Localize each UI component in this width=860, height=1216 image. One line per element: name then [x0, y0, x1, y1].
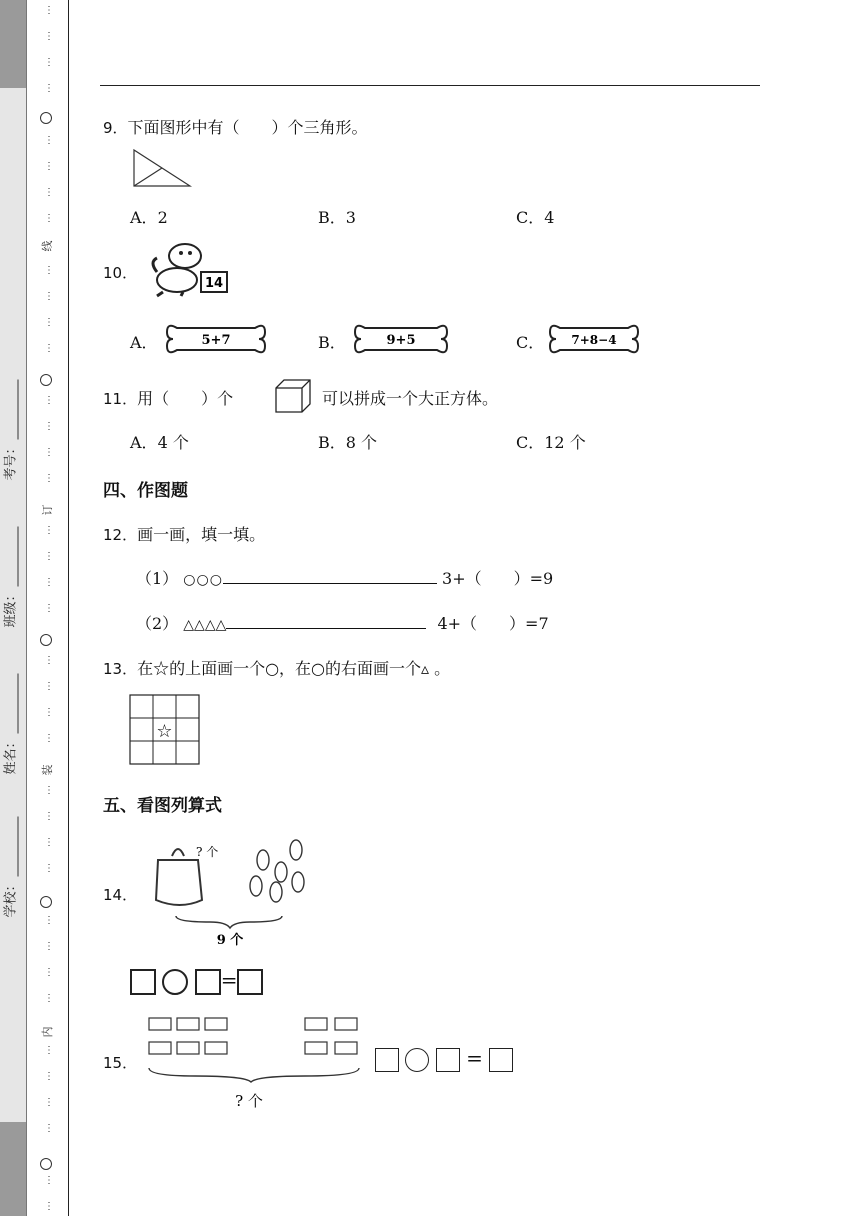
binding-dots: ⋮ [44, 655, 54, 666]
binding-char: 线 [41, 240, 54, 252]
sidebar-dark-top [0, 0, 26, 88]
question-14: 14． [103, 886, 138, 904]
q15-answer-template: = [375, 1046, 513, 1072]
bone-a-icon [163, 318, 269, 360]
binding-dots: ⋮ [44, 161, 54, 172]
binding-dots: ⋮ [44, 1045, 54, 1056]
question-11: 11．用（ ）个 [103, 389, 234, 408]
binding-char: 订 [41, 504, 54, 516]
exam-number-field[interactable]: 考号： [0, 335, 19, 481]
svg-text:7+8−4: 7+8−4 [571, 333, 617, 347]
dog-sign-number: 14 [204, 276, 224, 291]
total-label: 9 个 [216, 933, 244, 948]
binding-char: 装 [41, 764, 54, 776]
question-10: 10． [103, 264, 138, 282]
answer-box[interactable] [489, 1048, 513, 1072]
question-9: 9．下面图形中有（ ）个三角形。 [103, 118, 368, 137]
binding-dots: ⋮ [44, 265, 54, 276]
binding-dots: ⋮ [44, 733, 54, 744]
binding-dots: ⋮ [44, 473, 54, 484]
binding-dots: ⋮ [44, 213, 54, 224]
operator-circle[interactable] [162, 969, 188, 995]
bone-c-icon [546, 318, 642, 360]
q9-option-a[interactable]: A．2 [130, 208, 168, 227]
q10-option-a[interactable]: A． [130, 333, 158, 352]
binding-circle [40, 374, 52, 386]
question-11-tail: 可以拼成一个大正方体。 [322, 389, 499, 408]
svg-text:9+5: 9+5 [386, 333, 416, 348]
question-12: 12．画一画，填一填。 [103, 525, 266, 544]
q12-item-2: （2） △△△△ 4+（ ）=7 [136, 614, 549, 633]
binding-dots: ⋮ [44, 83, 54, 94]
binding-dots: ⋮ [44, 1175, 54, 1186]
q10-option-b[interactable]: B． [318, 333, 346, 352]
total-question-label: ? 个 [235, 1092, 263, 1110]
question-13: 13．在☆的上面画一个○，在○的右面画一个▵ 。 [103, 659, 451, 678]
q11-option-c[interactable]: C．12 个 [516, 433, 586, 452]
q10-option-c[interactable]: C． [516, 333, 545, 352]
binding-dots: ⋮ [44, 707, 54, 718]
binding-dots: ⋮ [44, 1071, 54, 1082]
section-5-heading: 五、看图列算式 [103, 796, 222, 816]
binding-dots: ⋮ [44, 317, 54, 328]
binding-dots: ⋮ [44, 941, 54, 952]
cube-icon [274, 378, 314, 414]
dog-holding-sign-icon [143, 238, 233, 300]
q9-option-b[interactable]: B．3 [318, 208, 356, 227]
carrot-icons [250, 840, 304, 902]
triangle-figure [132, 148, 194, 190]
binding-dots: ⋮ [44, 967, 54, 978]
sidebar-dark-bottom [0, 1122, 26, 1216]
binding-dots: ⋮ [44, 187, 54, 198]
binding-dots: ⋮ [44, 837, 54, 848]
binding-dots: ⋮ [44, 551, 54, 562]
binding-dots: ⋮ [44, 1123, 54, 1134]
name-field[interactable]: 姓名： [0, 629, 19, 775]
star-icon: ☆ [156, 721, 173, 742]
answer-box[interactable] [130, 969, 156, 995]
q11-option-a[interactable]: A．4 个 [130, 433, 189, 452]
q12-drawing-line-2[interactable] [226, 614, 426, 629]
books-picture [145, 1012, 367, 1112]
svg-text:5+7: 5+7 [201, 333, 231, 348]
binding-dots: ⋮ [44, 577, 54, 588]
binding-dots: ⋮ [44, 343, 54, 354]
answer-box[interactable] [195, 969, 221, 995]
binding-dots: ⋮ [44, 135, 54, 146]
school-field[interactable]: 学校： [0, 772, 19, 918]
class-field[interactable]: 班级： [0, 482, 19, 628]
q12-drawing-line-1[interactable] [223, 569, 437, 584]
binding-dots: ⋮ [44, 291, 54, 302]
binding-dots: ⋮ [44, 681, 54, 692]
binding-dots: ⋮ [44, 525, 54, 536]
binding-dots: ⋮ [44, 603, 54, 614]
binding-dots: ⋮ [44, 57, 54, 68]
bone-b-icon [351, 318, 451, 360]
binding-circle [40, 634, 52, 646]
binding-dots: ⋮ [44, 447, 54, 458]
operator-circle[interactable] [405, 1048, 429, 1072]
grid-3x3[interactable] [129, 694, 201, 766]
q14-answer-template: = [130, 968, 263, 995]
sidebar-border [26, 0, 27, 1216]
binding-circle [40, 896, 52, 908]
binding-dots: ⋮ [44, 811, 54, 822]
binding-dots: ⋮ [44, 993, 54, 1004]
answer-box[interactable] [436, 1048, 460, 1072]
header-rule [100, 85, 760, 86]
binding-dots: ⋮ [44, 1097, 54, 1108]
binding-dots: ⋮ [44, 421, 54, 432]
bag-question-label: ? 个 [196, 845, 219, 859]
binding-circle [40, 112, 52, 124]
binding-dots: ⋮ [44, 5, 54, 16]
binding-dotted-line [40, 0, 54, 1216]
binding-dots: ⋮ [44, 863, 54, 874]
binding-vertical-line [68, 0, 69, 1216]
binding-dots: ⋮ [44, 31, 54, 42]
book-icons [149, 1018, 357, 1054]
binding-dots: ⋮ [44, 1201, 54, 1212]
binding-dots: ⋮ [44, 915, 54, 926]
question-15: 15． [103, 1054, 138, 1072]
answer-box[interactable] [237, 969, 263, 995]
binding-circle [40, 1158, 52, 1170]
binding-char: 内 [41, 1026, 54, 1038]
q11-option-b[interactable]: B．8 个 [318, 433, 378, 452]
bag-and-carrots-picture [150, 836, 320, 952]
binding-dots: ⋮ [44, 785, 54, 796]
q12-item-1: （1） ○○○ 3+（ ）=9 [136, 569, 554, 588]
q9-option-c[interactable]: C．4 [516, 208, 555, 227]
answer-box[interactable] [375, 1048, 399, 1072]
binding-dots: ⋮ [44, 395, 54, 406]
section-4-heading: 四、作图题 [103, 481, 188, 501]
